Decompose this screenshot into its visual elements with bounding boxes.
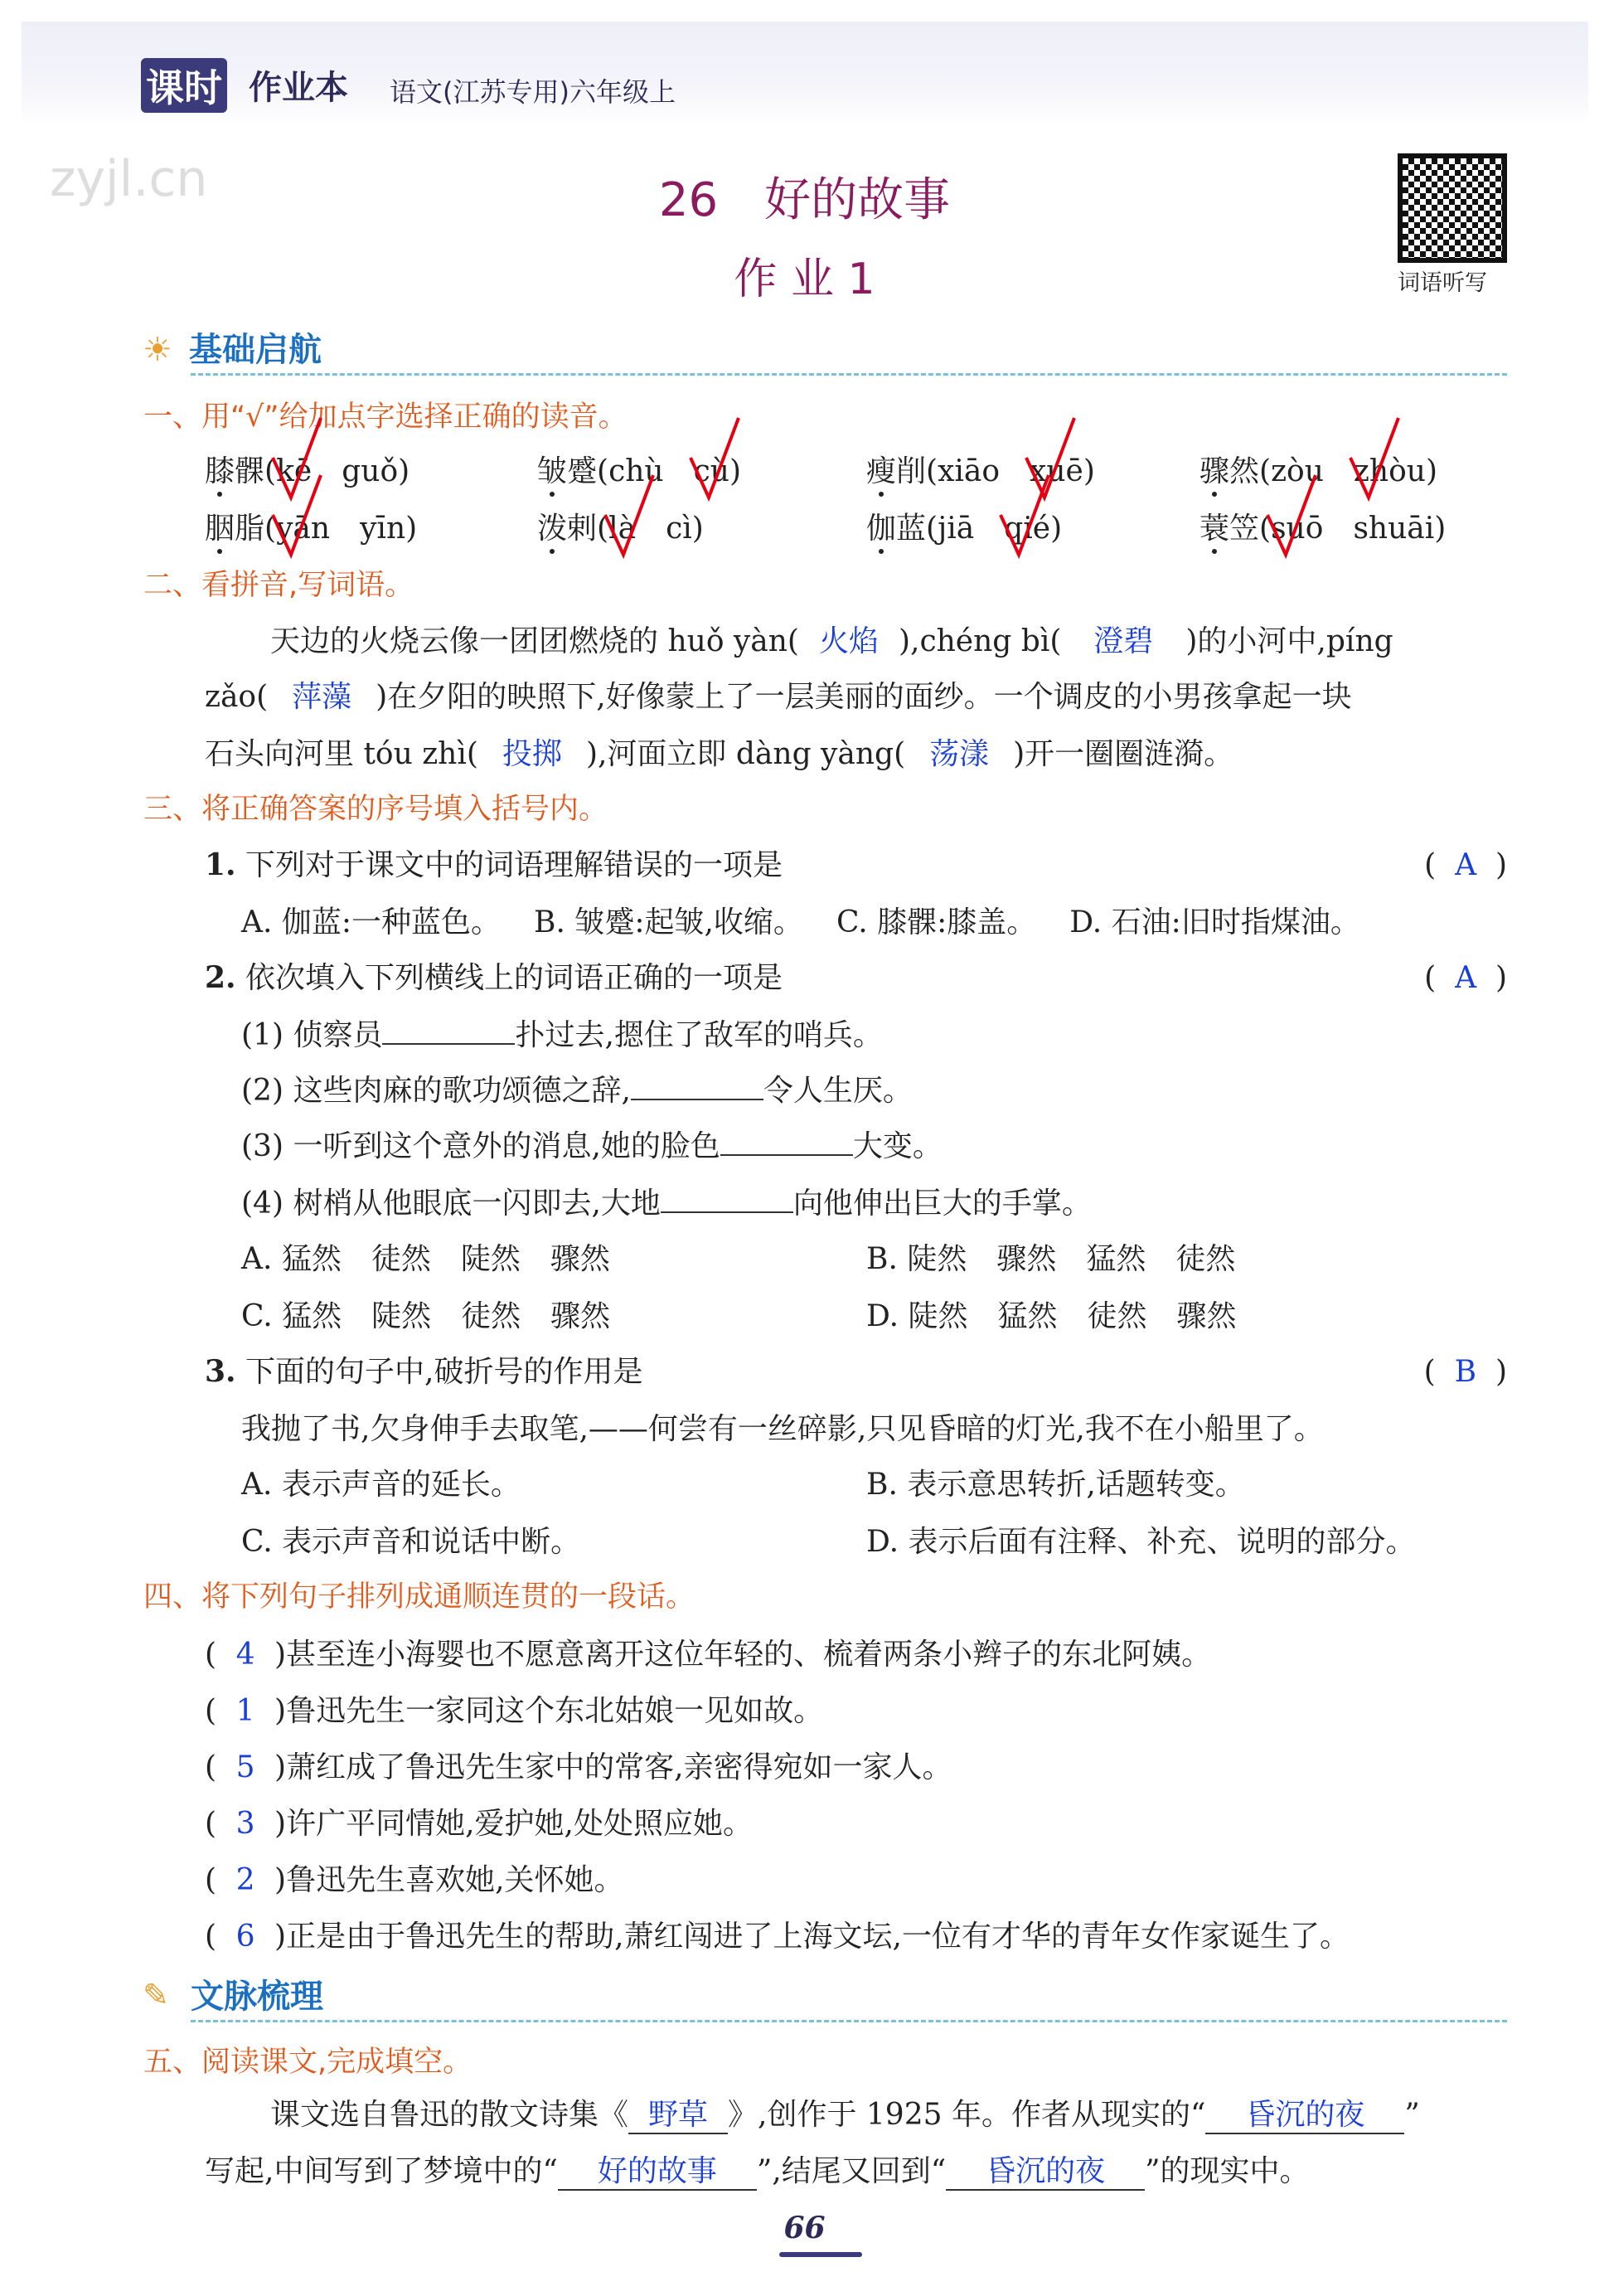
word: 瘦削 (866, 454, 927, 488)
pinyin-option[interactable]: là (608, 512, 636, 546)
ordering-item: ( 1 )鲁迅先生一家同这个东北姑娘一见如故。 (205, 1694, 824, 1728)
answer: 萍藻 (292, 680, 352, 714)
qr-caption: 词语听写 (1398, 270, 1487, 296)
word: 泼剌 (537, 512, 598, 546)
q5-line1: 课文选自鲁迅的散文诗集《 野草 》,创作于 1925 年。作者从现实的“ 昏沉的夜 ” (270, 2097, 1420, 2134)
order-number: 1 (235, 1694, 255, 1728)
order-number: 6 (235, 1920, 255, 1954)
order-number: 4 (235, 1638, 255, 1672)
answer: 火焰 (818, 624, 879, 658)
q3-1-stem: 1. 下列对于课文中的词语理解错误的一项是 (205, 847, 783, 882)
option: B. 陡然 骤然 猛然 徒然 (866, 1242, 1236, 1276)
blank-line: (4) 树梢从他眼底一闪即去,大地 向他伸出巨大的手掌。 (241, 1187, 1092, 1221)
pinyin-option[interactable]: zòu (1271, 454, 1324, 488)
pinyin-option[interactable]: qié (1004, 512, 1050, 546)
ordering-item: ( 2 )鲁迅先生喜欢她,关怀她。 (205, 1863, 624, 1897)
q2-heading: 二、看拼音,写词语。 (143, 569, 414, 602)
q5-line2: 写起,中间写到了梦境中的“ 好的故事 ”,结尾又回到“ 昏沉的夜 ”的现实中。 (205, 2153, 1310, 2191)
answer: 荡漾 (929, 737, 990, 771)
logo: 课时 (141, 58, 227, 113)
pinyin-option[interactable]: cì (666, 512, 692, 546)
sentence: 鲁迅先生一家同这个东北姑娘一见如故。 (286, 1694, 824, 1728)
answer: 昏沉的夜 (946, 2153, 1145, 2191)
divider (191, 373, 1507, 376)
option: A. 伽蓝:一种蓝色。 (241, 905, 502, 939)
q3-3-stem: 3. 下面的句子中,破折号的作用是 (205, 1354, 643, 1389)
pinyin-option[interactable]: jiā (938, 512, 975, 546)
answer: 昏沉的夜 (1205, 2097, 1404, 2134)
page-ornament (779, 2252, 862, 2257)
pinyin-item: 瘦削(xiāo xuē ) (866, 454, 1095, 489)
homework-title: 作 业 1 (734, 255, 875, 304)
ordering-item: ( 3 )许广平同情她,爱护她,处处照应她。 (205, 1807, 753, 1841)
book-subtitle: 语文(江苏专用)六年级上 (390, 76, 676, 108)
check-mark-icon (602, 472, 660, 563)
option: A. 表示声音的延长。 (241, 1468, 521, 1502)
blank-line: (2) 这些肉麻的歌功颂德之辞, 令人生厌。 (241, 1074, 913, 1108)
answer: 野草 (628, 2097, 728, 2134)
option: D. 表示后面有注释、补充、说明的部分。 (866, 1525, 1416, 1559)
q3-2-stem: 2. 依次填入下列横线上的词语正确的一项是 (205, 960, 783, 995)
pen-icon: ✎ (143, 1977, 169, 2013)
word: 骤然 (1199, 454, 1260, 488)
qr-code[interactable] (1398, 153, 1507, 263)
word: 伽蓝 (866, 512, 927, 546)
pinyin-option[interactable]: guǒ (342, 454, 399, 488)
section-structure: 文脉梳理 (191, 1978, 323, 2016)
pinyin-option[interactable]: yīn (360, 512, 406, 546)
answer: 澄碧 (1093, 624, 1154, 658)
pinyin-option[interactable]: suō (1271, 512, 1323, 546)
page-number: 66 (783, 2211, 826, 2245)
check-mark-icon (1264, 472, 1322, 563)
sentence: 鲁迅先生喜欢她,关怀她。 (286, 1863, 624, 1897)
check-mark-icon (269, 472, 327, 563)
ordering-item: ( 5 )萧红成了鲁迅先生家中的常客,亲密得宛如一家人。 (205, 1750, 952, 1784)
check-mark-icon (1347, 415, 1405, 506)
sentence: 甚至连小海婴也不愿意离开这位年轻的、梳着两条小辫子的东北阿姨。 (286, 1638, 1212, 1672)
pinyin-option[interactable]: yān (276, 512, 330, 546)
blank-line: (1) 侦察员 扑过去,摁住了敌军的哨兵。 (241, 1018, 883, 1052)
sun-icon: ☀ (143, 331, 172, 369)
q1-heading: 一、用“√”给加点字选择正确的读音。 (143, 400, 628, 434)
check-mark-icon (687, 415, 745, 506)
ordering-item: ( 6 )正是由于鲁迅先生的帮助,萧红闯进了上海文坛,一位有才华的青年女作家诞生了。 (205, 1920, 1350, 1954)
word: 膝髁 (205, 454, 265, 488)
option: B. 表示意思转折,话题转变。 (866, 1468, 1245, 1502)
blank-line: (3) 一听到这个意外的消息,她的脸色 大变。 (241, 1129, 943, 1163)
sentence: 萧红成了鲁迅先生家中的常客,亲密得宛如一家人。 (286, 1750, 952, 1784)
answer-bracket: ( B ) (1423, 1355, 1507, 1389)
order-number: 3 (235, 1807, 255, 1841)
brand: 作业本 (249, 69, 348, 107)
pinyin-item: 膝髁(kē guǒ) (205, 454, 410, 489)
q2-line2: zǎo( 萍藻 )在夕阳的映照下,好像蒙上了一层美丽的面纱。一个调皮的小男孩拿起一块 (205, 680, 1352, 714)
q2-line3: 石头向河里 tóu zhì( 投掷 ),河面立即 dàng yàng( 荡漾 )开一圈圈涟漪。 (205, 737, 1234, 771)
option: D. 石油:旧时指煤油。 (1069, 905, 1360, 939)
pinyin-option[interactable]: kē (276, 454, 312, 488)
q4-heading: 四、将下列句子排列成通顺连贯的一段话。 (143, 1580, 695, 1614)
sentence: 正是由于鲁迅先生的帮助,萧红闯进了上海文坛,一位有才华的青年女作家诞生了。 (286, 1920, 1350, 1954)
answer-bracket: ( A ) (1424, 961, 1507, 995)
option: B. 皱蹙:起皱,收缩。 (534, 905, 803, 939)
q3-heading: 三、将正确答案的序号填入括号内。 (143, 793, 608, 826)
option: C. 膝髁:膝盖。 (836, 905, 1037, 939)
pinyin-item: 胭脂(yān yīn) (205, 511, 417, 546)
option: D. 陡然 猛然 徒然 骤然 (866, 1299, 1237, 1333)
word: 皱蹙 (537, 454, 598, 488)
check-mark-icon (997, 472, 1055, 563)
sentence: 许广平同情她,爱护她,处处照应她。 (286, 1807, 753, 1841)
pinyin-option[interactable]: cù (694, 454, 729, 488)
option-row (241, 905, 1360, 940)
pinyin-option[interactable]: xuē (1030, 454, 1083, 488)
lesson-title: 26 好的故事 (658, 173, 951, 227)
word: 胭脂 (205, 512, 265, 546)
pinyin-option[interactable]: xiāo (938, 454, 1001, 488)
ordering-item: ( 4 )甚至连小海婴也不愿意离开这位年轻的、梳着两条小辫子的东北阿姨。 (205, 1638, 1212, 1672)
q2-line1: 天边的火烧云像一团团燃烧的 huǒ yàn( 火焰 ),chéng bì( 澄碧 )的小河中,píng (270, 624, 1393, 658)
option: A. 猛然 徒然 陡然 骤然 (241, 1242, 610, 1276)
pinyin-item: 蓑笠(suō shuāi) (1199, 511, 1446, 546)
q5-heading: 五、阅读课文,完成填空。 (143, 2046, 473, 2079)
quoted-sentence: 我抛了书,欠身伸手去取笔,——何尝有一丝碎影,只见昏暗的灯光,我不在小船里了。 (241, 1412, 1324, 1446)
pinyin-option[interactable]: shuāi (1353, 512, 1435, 546)
pinyin-item: 皱蹙(chù cù ) (537, 454, 741, 489)
watermark: zyjl.cn (50, 150, 208, 208)
answer-bracket: ( A ) (1424, 848, 1507, 882)
divider (191, 2020, 1507, 2022)
pinyin-option[interactable]: chù (608, 454, 664, 488)
pinyin-item: 泼剌(là cì) (537, 511, 704, 546)
word: 蓑笠 (1199, 512, 1260, 546)
answer: 投掷 (502, 737, 562, 771)
option: C. 表示声音和说话中断。 (241, 1525, 581, 1559)
order-number: 2 (235, 1863, 255, 1897)
pinyin-option[interactable]: zhòu (1354, 454, 1426, 488)
pinyin-item: 伽蓝(jiā qié ) (866, 511, 1062, 546)
order-number: 5 (235, 1750, 255, 1784)
pinyin-item: 骤然(zòu zhòu ) (1199, 454, 1437, 489)
answer: 好的故事 (558, 2153, 757, 2191)
option: C. 猛然 陡然 徒然 骤然 (241, 1299, 611, 1333)
section-basic: 基础启航 (189, 331, 322, 369)
